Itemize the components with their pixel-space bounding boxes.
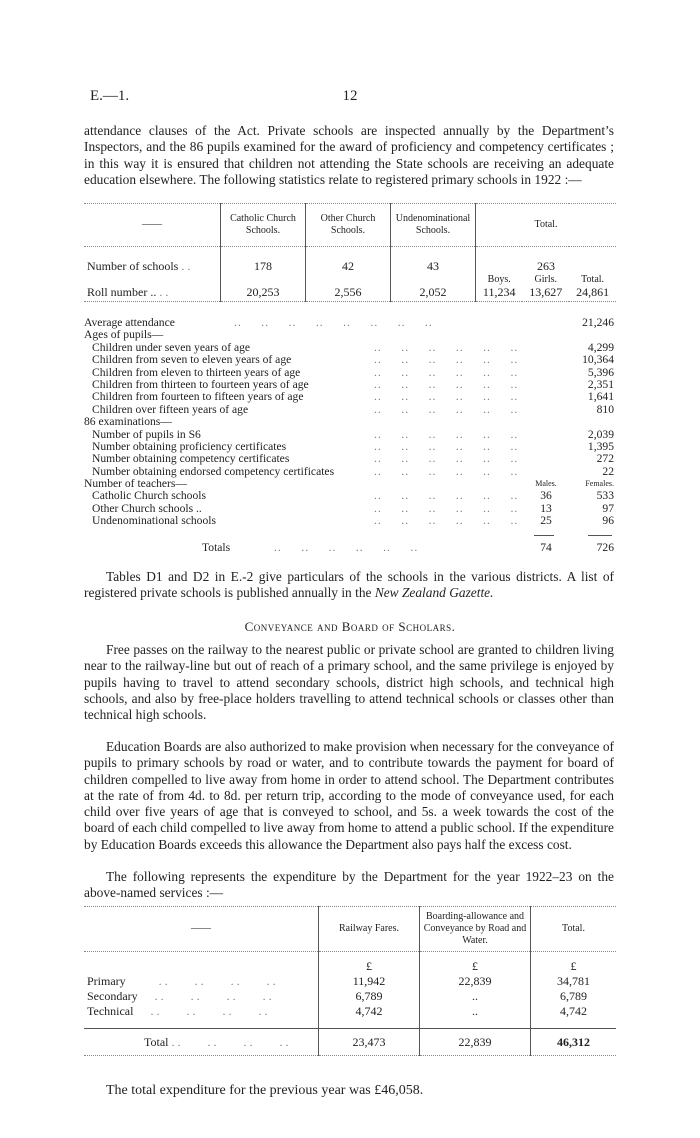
statistics-list (84, 317, 616, 554)
exp-col-boarding: Boarding-allowance and Conveyance by Road and Water. (420, 907, 531, 952)
exam-row: Number of pupils in S6 .. .. .. .. .. .. 2,039 (92, 427, 614, 441)
page-header-left: E.—1. (90, 88, 130, 104)
free-passes-paragraph: Free passes on the railway to the nearest public or private school are granted to children living near to the railway-line but out of reach of a primary school, and the same privilege is enjoyed by pupils having to travel to attend secondary schools, district high schools, and technical high schools, and also by free-place holders travelling to attend technical schools or classes other than technical high schools. (84, 642, 614, 723)
cell-catholic-schools: 178 (221, 259, 306, 274)
cell-roll-boys: 11,234 (476, 285, 523, 302)
currency-total: £ (531, 952, 617, 974)
intro-paragraph: attendance clauses of the Act. Private schools are inspected annually by the Department’s Inspectors, and the 86 pupils examined for the award of proficiency and competency certificates ; in this way it is ensured that children not attending the State schools are receiving an adequate education elsewhere. The following statistics relate to registered primary schools in 1922 :— (84, 123, 614, 187)
col-undenominational: Undenominational Schools. (391, 204, 476, 247)
col-catholic: Catholic Church Schools. (221, 204, 306, 247)
education-boards-paragraph: Education Boards are also authorized to make provision when necessary for the conveyance of pupils to primary schools by road or water, and to contribute towards the payment for board of children compelled to live away from home in order to attend school. The Department contributes at the rate of from 4d. to 8d. per return trip, according to the mode of conveyance used, for each child over five years of age that is conveyed to school, and 5s. a week towards the cost of the board of each child compelled to live away from home to attend a public school. If the expenditure by Education Boards exceeds this allowance the Department also pays half the excess cost. (84, 739, 614, 852)
exam-row: Number obtaining endorsed competency certificates .. .. .. .. .. .. 22 (92, 464, 614, 478)
age-row: Children over fifteen years of age .. .. .. .. .. .. 810 (92, 402, 614, 416)
cell-roll-total: 24,861 (576, 285, 610, 300)
cell-catholic-roll: 20,253 (221, 285, 306, 302)
cell-other-roll: 2,556 (306, 285, 391, 302)
stat-ages-heading: Ages of pupils— (84, 328, 164, 342)
expenditure-table (84, 906, 616, 1056)
expenditure-intro-paragraph: The following represents the expenditure by the Department for the year 1922–23 on the above-named services :— (84, 869, 614, 901)
schools-table (84, 203, 616, 302)
col-other-church: Other Church Schools. (306, 204, 391, 247)
currency-railway: £ (319, 952, 420, 974)
exp-col-railway: Railway Fares. (319, 907, 420, 952)
age-row: Children from thirteen to fourteen years of age .. .. .. .. .. .. 2,351 (92, 377, 614, 391)
row-label-roll-number: Roll number .. .. (87, 285, 172, 300)
col-total: Total. (476, 204, 617, 247)
row-label-number-of-schools: Number of schools .. (87, 258, 194, 273)
subhead-girls: Girls. (534, 273, 558, 285)
col-blank: —— (84, 204, 221, 247)
exp-col-blank: —— (84, 907, 319, 952)
stat-exam-heading: 86 examinations— (84, 415, 172, 429)
teacher-row: Catholic Church schools .. .. .. .. .. .. 36 533 (92, 489, 614, 503)
cell-undenom-roll: 2,052 (391, 285, 476, 302)
cell-undenom-schools: 43 (391, 259, 476, 274)
currency-boarding: £ (420, 952, 531, 974)
cell-roll-girls: 13,627 (529, 285, 563, 300)
cell-other-schools: 42 (306, 259, 391, 274)
age-row: Children from fourteen to fifteen years of age .. .. .. .. .. .. 1,641 (92, 390, 614, 404)
exam-row: Number obtaining competency certificates .. .. .. .. .. .. 272 (92, 452, 614, 466)
age-row: Children from eleven to thirteen years of age .. .. .. .. .. .. 5,396 (92, 365, 614, 379)
teachers-females-header: Females. (585, 479, 614, 489)
subhead-total: Total. (581, 273, 605, 285)
stat-teachers-totals: Totals .. .. .. .. .. .. 74 726 (202, 540, 614, 554)
teachers-males-header: Males. (535, 479, 557, 489)
age-row: Children under seven years of age .. .. .. .. .. .. 4,299 (92, 340, 614, 354)
exp-row: Technical .. .. .. .. 4,742 .. 4,742 (84, 1004, 616, 1019)
page-number: 12 (342, 88, 358, 104)
exp-col-total: Total. (531, 907, 617, 952)
exp-row: Secondary .. .. .. .. 6,789 .. 6,789 (84, 989, 616, 1004)
exp-total-row: Total .. .. .. .. 23,473 22,839 46,312 (84, 1029, 616, 1056)
teacher-row: Other Church schools .. .. .. .. .. .. .. 13 97 (92, 501, 614, 515)
tables-paragraph: Tables D1 and D2 in E.-2 give particulars of the schools in the various districts. A list of registered private schools is published annually in the New Zealand Gazette. (84, 569, 614, 601)
exp-row: Primary .. .. .. .. 11,942 22,839 34,781 (84, 974, 616, 989)
stat-average-attendance: Average attendance .. .. .. .. .. .. .. .. 21,246 (84, 316, 614, 329)
subhead-boys: Boys. (476, 274, 523, 285)
stat-teachers-heading: Number of teachers— Males. Females. (84, 477, 614, 491)
cell-total-schools: 263 (476, 259, 617, 274)
age-row: Children from seven to eleven years of age .. .. .. .. .. .. 10,364 (92, 353, 614, 367)
teacher-row: Undenominational schools .. .. .. .. .. .. 25 96 (92, 514, 614, 528)
section-heading: Conveyance and Board of Scholars. (244, 619, 456, 634)
closing-sentence: The total expenditure for the previous year was £46,058. (106, 1083, 424, 1098)
exam-row: Number obtaining proficiency certificates .. .. .. .. .. .. 1,395 (92, 439, 614, 453)
